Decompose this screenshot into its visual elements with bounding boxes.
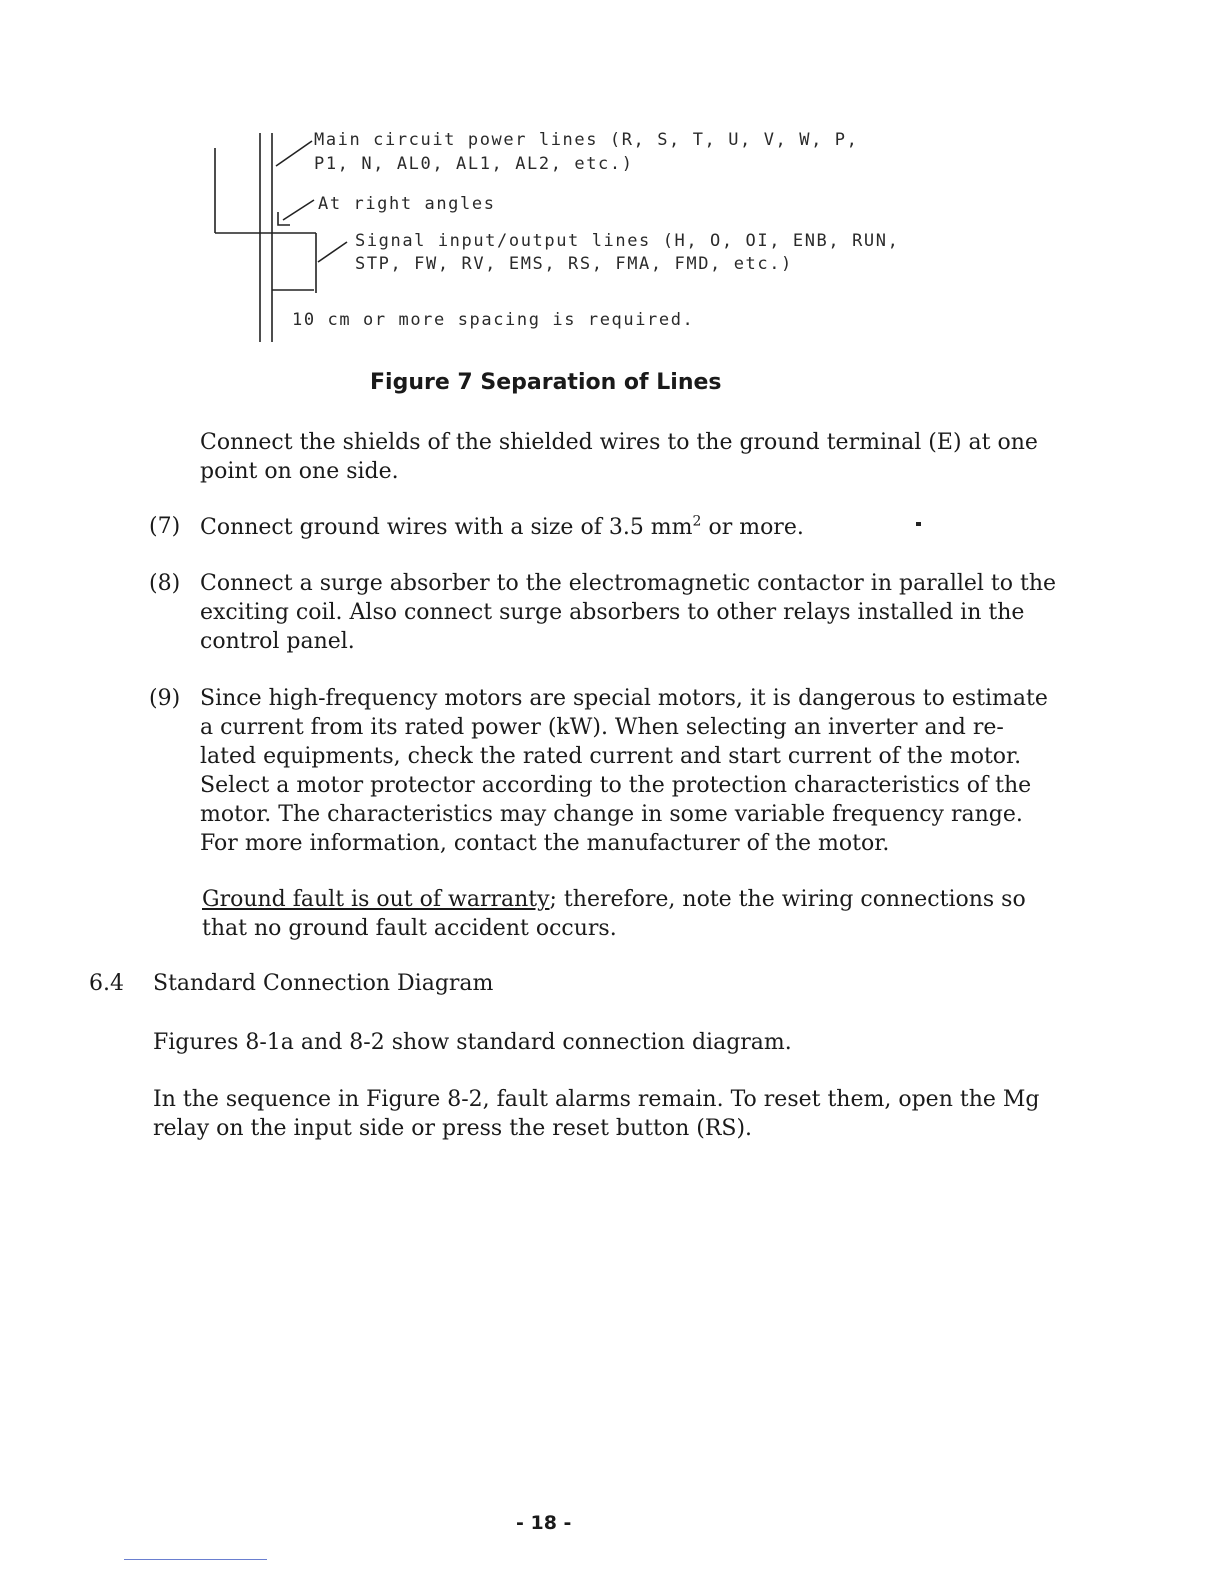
section-paragraph-2-line: relay on the input side or press the reset button (RS). (153, 1116, 753, 1141)
section-title: Standard Connection Diagram (153, 971, 494, 996)
item-7-superscript: 2 (692, 513, 702, 530)
item-number: (7) (149, 514, 181, 539)
shield-note-line: point on one side. (200, 459, 399, 484)
item-number: (9) (149, 686, 181, 711)
label-signal-line2: STP, FW, RV, EMS, RS, FMA, FMD, etc.) (355, 254, 793, 274)
item-9-line: Since high-frequency motors are special motors, it is dangerous to estimate (200, 686, 1048, 711)
section-number: 6.4 (89, 971, 124, 996)
shield-note (200, 428, 1100, 486)
label-main-circuit-line1: Main circuit power lines (R, S, T, U, V, W, P, (314, 130, 859, 150)
item-9-line: For more information, contact the manufacturer of the motor. (200, 831, 890, 856)
warranty-note (202, 885, 1102, 943)
label-spacing: 10 cm or more spacing is required. (292, 310, 695, 330)
item-8-text (200, 569, 1100, 656)
page-number: - 18 - (516, 1512, 572, 1534)
item-7-text-before: Connect ground wires with a size of 3.5 mm (200, 515, 693, 540)
footer-rule (124, 1559, 267, 1560)
item-9-line: lated equipments, check the rated current and start current of the motor. (200, 744, 1022, 769)
leader-angles (283, 200, 314, 220)
shield-note-line: Connect the shields of the shielded wires to the ground terminal (E) at one (200, 430, 1038, 455)
item-8-line: control panel. (200, 629, 355, 654)
label-signal-line1: Signal input/output lines (H, O, OI, ENB, RUN, (355, 231, 900, 251)
section-paragraph-2 (153, 1085, 1103, 1143)
separation-diagram (0, 0, 1224, 360)
item-8-line: Connect a surge absorber to the electromagnetic contactor in parallel to the (200, 571, 1057, 596)
item-9-line: a current from its rated power (kW). When selecting an inverter and re- (200, 715, 1004, 740)
warranty-underlined: Ground fault is out of warranty (202, 887, 550, 912)
warranty-note-line2: that no ground fault accident occurs. (202, 916, 617, 941)
label-main-circuit-line2: P1, N, AL0, AL1, AL2, etc.) (314, 154, 634, 174)
leader-signal (318, 242, 347, 262)
item-7-text (200, 513, 804, 542)
item-9-line: motor. The characteristics may change in some variable frequency range. (200, 802, 1023, 827)
warranty-note-line1 (202, 885, 1102, 914)
leader-main (276, 141, 312, 166)
section-paragraph-1: Figures 8-1a and 8-2 show standard connection diagram. (153, 1030, 792, 1055)
item-8-line: exciting coil. Also connect surge absorbers to other relays installed in the (200, 600, 1025, 625)
stray-mark (916, 522, 921, 526)
item-9-line: Select a motor protector according to the protection characteristics of the (200, 773, 1032, 798)
item-7-text-after: or more. (701, 515, 804, 540)
warranty-rest: ; therefore, note the wiring connections so (549, 887, 1026, 912)
item-9-text (200, 684, 1100, 858)
section-paragraph-2-line: In the sequence in Figure 8-2, fault alarms remain. To reset them, open the Mg (153, 1087, 1040, 1112)
label-right-angles: At right angles (318, 194, 496, 214)
item-number: (8) (149, 571, 181, 596)
figure-caption: Figure 7 Separation of Lines (370, 370, 722, 395)
